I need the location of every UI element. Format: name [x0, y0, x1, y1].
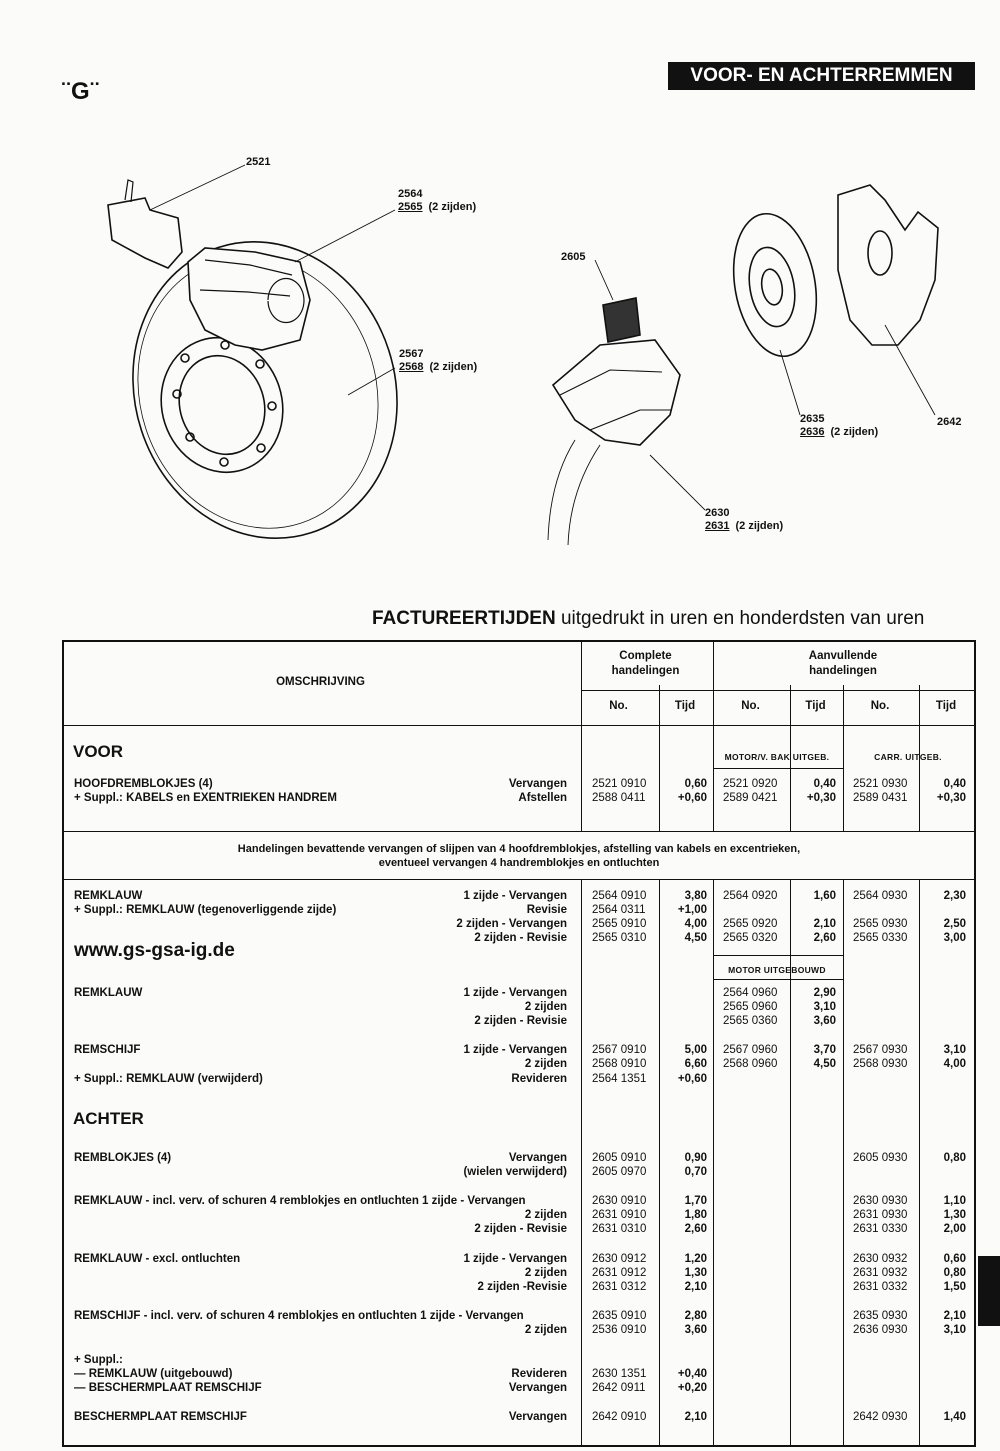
row-t1: 4,50: [684, 932, 707, 944]
row-t1: 1,70: [684, 1195, 707, 1207]
row-t1: 0,60: [684, 778, 707, 790]
row-d: REMBLOKJES (4): [74, 1152, 172, 1164]
row-d: — BESCHERMPLAAT REMSCHIJF: [74, 1382, 262, 1394]
row-op: (wielen verwijderd): [463, 1166, 567, 1178]
section-title: VOOR- EN ACHTERREMMEN: [668, 62, 975, 90]
subheader-motor-removed: MOTOR UITGEBOUWD: [728, 965, 826, 975]
row-n2: 2521 0920: [723, 778, 778, 790]
row-op: 2 zijden - Revisie: [474, 1015, 567, 1027]
row-n3: 2631 0932: [853, 1267, 908, 1279]
row-t3: 0,80: [943, 1152, 966, 1164]
callout-2642: 2642: [937, 416, 962, 428]
row-n3: 2565 0330: [853, 932, 908, 944]
row-n3: 2567 0930: [853, 1044, 908, 1056]
row-t2: 1,60: [813, 890, 836, 902]
row-n3: 2568 0930: [853, 1058, 908, 1070]
row-t3: 0,80: [943, 1267, 966, 1279]
row-op: 2 zijden: [524, 1001, 567, 1013]
row-n3: 2630 0930: [853, 1195, 908, 1207]
header-no: No.: [741, 700, 760, 712]
row-n3: 2589 0431: [853, 792, 908, 804]
row-n2: 2568 0960: [723, 1058, 778, 1070]
header-description: OMSCHRIJVING: [276, 676, 365, 688]
section-rear: ACHTER: [73, 1109, 144, 1128]
row-t3: 2,50: [943, 918, 966, 930]
row-n3: 2631 0332: [853, 1281, 908, 1293]
row-t1: 2,10: [684, 1281, 707, 1293]
header-complete: Complete handelingen: [611, 650, 680, 677]
row-d: + Suppl.:: [74, 1354, 123, 1366]
front-brake-caliper: [188, 248, 310, 350]
row-n3: 2630 0932: [853, 1253, 908, 1265]
row-t3: 1,40: [943, 1411, 966, 1423]
front-brake-pad: [108, 198, 182, 268]
row-t1: +0,20: [677, 1382, 707, 1394]
row-t3: 0,40: [943, 778, 966, 790]
row-n1: 2631 0912: [592, 1267, 647, 1279]
row-t1: 5,00: [684, 1044, 707, 1056]
row-t3: 3,00: [943, 932, 966, 944]
website-watermark: www.gs-gsa-ig.de: [74, 940, 235, 961]
row-t1: 1,30: [684, 1267, 707, 1279]
row-n2: 2565 0920: [723, 918, 778, 930]
subheader-body: CARR. UITGEB.: [874, 752, 942, 762]
row-op: 1 zijde - Vervangen: [463, 890, 567, 902]
row-d: + Suppl.: REMKLAUW (verwijderd): [74, 1073, 263, 1085]
row-t1: 4,00: [684, 918, 707, 930]
row-t2: 2,10: [813, 918, 836, 930]
row-op: Revisie: [526, 904, 567, 916]
row-t1: 2,10: [684, 1411, 707, 1423]
row-op: Vervangen: [508, 1411, 567, 1423]
row-n3: 2565 0930: [853, 918, 908, 930]
row-op: 1 zijde - Vervangen: [463, 1044, 567, 1056]
header-additional: Aanvullende handelingen: [808, 650, 878, 677]
brake-exploded-diagram: [0, 0, 1000, 600]
row-n2: 2564 0960: [723, 987, 778, 999]
row-op: 2 zijden: [524, 1267, 567, 1279]
row-t1: 3,60: [684, 1324, 707, 1336]
row-t1: 0,70: [684, 1166, 707, 1178]
row-n1: 2635 0910: [592, 1310, 647, 1322]
row-n3: 2631 0330: [853, 1223, 908, 1235]
callout-2567: 2567 2568 (2 zijden): [399, 348, 478, 373]
row-t1: +0,40: [677, 1368, 707, 1380]
row-t3: 1,30: [943, 1209, 966, 1221]
row-n1: 2631 0310: [592, 1223, 647, 1235]
billing-times-heading: FACTUREERTIJDEN uitgedrukt in uren en honderdsten van uren: [372, 608, 925, 629]
section-front: VOOR: [73, 742, 124, 761]
row-n3: 2636 0930: [853, 1324, 908, 1336]
row-op: Revideren: [511, 1368, 567, 1380]
row-n1: 2642 0910: [592, 1411, 647, 1423]
rear-brake-pad: [603, 298, 640, 342]
row-t2: 3,60: [813, 1015, 836, 1027]
header-no: No.: [870, 700, 890, 712]
row-t2: 4,50: [813, 1058, 836, 1070]
row-n3: 2631 0930: [853, 1209, 908, 1221]
row-d: REMKLAUW - excl. ontluchten: [74, 1253, 241, 1265]
row-op: 1 zijde - Vervangen: [463, 1253, 567, 1265]
callout-2605: 2605: [561, 251, 586, 263]
row-t3: 2,10: [943, 1310, 966, 1322]
row-op: 2 zijden: [524, 1324, 567, 1336]
row-op: 1 zijde - Vervangen: [463, 987, 567, 999]
row-t3: 4,00: [943, 1058, 966, 1070]
row-n2: 2589 0421: [723, 792, 778, 804]
row-n1: 2536 0910: [592, 1324, 647, 1336]
row-n1: 2568 0910: [592, 1058, 647, 1070]
operations-note: Handelingen bevattende vervangen of slijpen van 4 hoofdremblokjes, afstelling van kabels en excentrieken, eventueel vervangen 4 handremblokjes en ontluchten: [237, 843, 801, 869]
row-t2: 2,90: [813, 987, 836, 999]
row-n1: 2567 0910: [592, 1044, 647, 1056]
row-n3: 2642 0930: [853, 1411, 908, 1423]
row-op: Revideren: [511, 1073, 567, 1085]
row-t1: +1,00: [677, 904, 707, 916]
row-n3: 2521 0930: [853, 778, 908, 790]
rear-brake-shield: [838, 185, 938, 345]
row-t1: 2,80: [684, 1310, 707, 1322]
row-n1: 2630 0910: [592, 1195, 647, 1207]
row-d: + Suppl.: REMKLAUW (tegenoverliggende zijde): [74, 904, 337, 916]
row-n2: 2565 0320: [723, 932, 778, 944]
row-t2: 0,40: [813, 778, 836, 790]
row-d: REMSCHIJF - incl. verv. of schuren 4 remblokjes en ontluchten 1 zijde - Vervangen: [74, 1310, 524, 1322]
row-op: 2 zijden - Revisie: [474, 932, 567, 944]
row-d: + Suppl.: KABELS en EXENTRIEKEN HANDREM: [74, 792, 337, 804]
header-time: Tijd: [674, 700, 696, 712]
row-d: — REMKLAUW (uitgebouwd): [74, 1368, 233, 1380]
row-t2: 2,60: [813, 932, 836, 944]
header-time: Tijd: [805, 700, 826, 712]
row-t1: 1,80: [684, 1209, 707, 1221]
row-op: 2 zijden: [524, 1209, 567, 1221]
row-t3: 2,00: [943, 1223, 966, 1235]
page-section-letter: ¨G¨: [62, 78, 100, 105]
row-t1: +0,60: [677, 792, 707, 804]
row-op: Vervangen: [508, 1152, 567, 1164]
row-t3: +0,30: [936, 792, 966, 804]
callout-2564: 2564 2565 (2 zijden): [398, 188, 477, 213]
subheader-motor-gearbox: MOTOR/V. BAK UITGEB.: [724, 752, 830, 762]
row-t2: 3,10: [813, 1001, 836, 1013]
row-t1: 0,90: [684, 1152, 707, 1164]
callout-2521: 2521: [246, 156, 271, 168]
row-n1: 2605 0970: [592, 1166, 647, 1178]
row-n1: 2564 0910: [592, 890, 647, 902]
row-n1: 2565 0910: [592, 918, 647, 930]
row-n3: 2635 0930: [853, 1310, 908, 1322]
row-t3: 3,10: [943, 1044, 966, 1056]
callout-2635: 2635 2636 (2 zijden): [800, 413, 879, 438]
row-op: 2 zijden - Vervangen: [456, 918, 567, 930]
row-op: Vervangen: [508, 778, 567, 790]
row-t3: 1,10: [943, 1195, 966, 1207]
row-t3: 1,50: [943, 1281, 966, 1293]
row-d: REMKLAUW: [74, 890, 143, 902]
row-n2: 2565 0960: [723, 1001, 778, 1013]
row-op: 2 zijden - Revisie: [474, 1223, 567, 1235]
row-n1: 2631 0312: [592, 1281, 647, 1293]
callout-2630: 2630 2631 (2 zijden): [705, 507, 784, 532]
row-n1: 2565 0310: [592, 932, 647, 944]
row-n3: 2605 0930: [853, 1152, 908, 1164]
row-d: REMKLAUW: [74, 987, 143, 999]
row-n1: 2521 0910: [592, 778, 647, 790]
row-t1: +0,60: [677, 1073, 707, 1085]
row-n1: 2642 0911: [592, 1382, 646, 1394]
row-n1: 2631 0910: [592, 1209, 647, 1221]
header-no: No.: [609, 700, 628, 712]
row-t1: 1,20: [684, 1253, 707, 1265]
row-n1: 2605 0910: [592, 1152, 647, 1164]
row-n2: 2567 0960: [723, 1044, 778, 1056]
row-n1: 2588 0411: [592, 792, 646, 804]
row-t2: +0,30: [806, 792, 836, 804]
row-d: REMSCHIJF: [74, 1044, 141, 1056]
header-time: Tijd: [935, 700, 957, 712]
row-n1: 2564 1351: [592, 1073, 647, 1085]
row-n2: 2564 0920: [723, 890, 778, 902]
row-op: 2 zijden -Revisie: [477, 1281, 567, 1293]
row-t3: 3,10: [943, 1324, 966, 1336]
row-n1: 2630 1351: [592, 1368, 647, 1380]
row-n1: 2564 0311: [592, 904, 646, 916]
rear-brake-caliper: [553, 340, 680, 445]
row-op: Vervangen: [508, 1382, 567, 1394]
row-t3: 0,60: [943, 1253, 966, 1265]
row-t3: 2,30: [943, 890, 966, 902]
page-tab-marker: [978, 1256, 1000, 1326]
row-n3: 2564 0930: [853, 890, 908, 902]
row-op: Afstellen: [518, 792, 567, 804]
rear-brake-disc: [723, 207, 827, 363]
row-d: REMKLAUW - incl. verv. of schuren 4 remblokjes en ontluchten 1 zijde - Vervangen: [74, 1195, 526, 1207]
row-n1: 2630 0912: [592, 1253, 647, 1265]
row-d: HOOFDREMBLOKJES (4): [74, 778, 213, 790]
row-t1: 6,60: [684, 1058, 707, 1070]
row-t1: 2,60: [684, 1223, 707, 1235]
row-t2: 3,70: [813, 1044, 836, 1056]
row-n2: 2565 0360: [723, 1015, 778, 1027]
row-t1: 3,80: [684, 890, 707, 902]
row-d: BESCHERMPLAAT REMSCHIJF: [74, 1411, 247, 1423]
row-op: 2 zijden: [524, 1058, 567, 1070]
